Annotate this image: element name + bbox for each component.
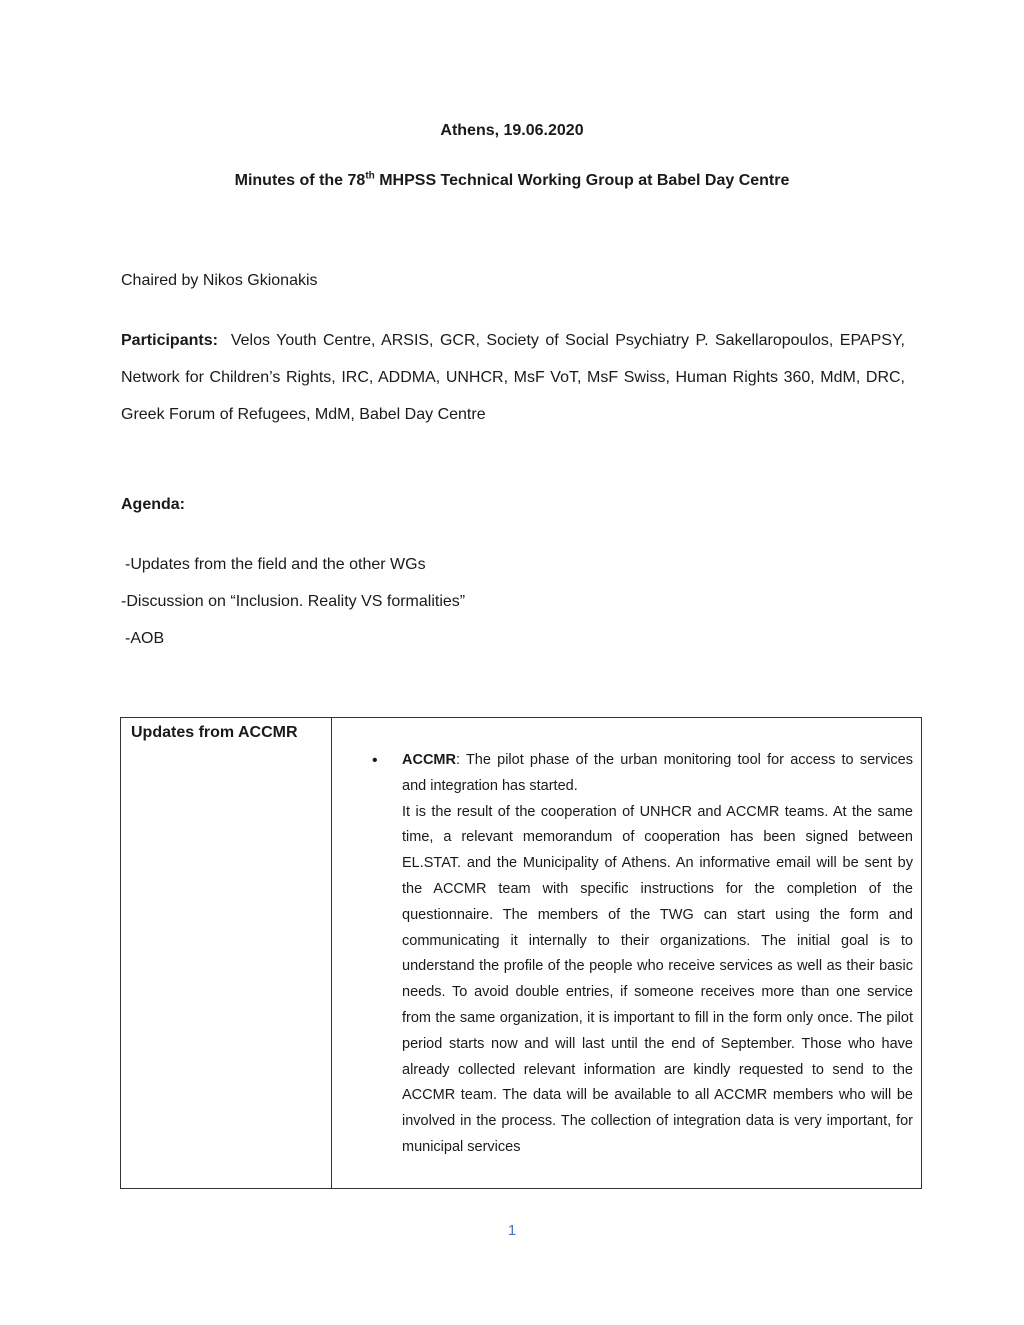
bullet-first-line	[402, 748, 913, 800]
page-number: 1	[507, 1222, 517, 1239]
table-left-cell	[121, 718, 332, 1189]
document-title	[0, 172, 1024, 190]
participants-paragraph	[121, 322, 905, 433]
title-prefix: Minutes of the 78	[234, 172, 366, 189]
participants-label: Participants:	[121, 332, 218, 349]
bullet-body-text: It is the result of the cooperation of UNHCR and ACCMR teams. At the same time, a relevant memorandum of cooperation has been signed between EL.STAT. and the Municipality of Athens. An informative email will be sent by the ACCMR team with specific instructions for the completion of the questionnaire. The members of the TWG can start using the form and communicating it internally to their organizations. The initial goal is to understand the profile of the people who receive services as well as their basic needs. To avoid double entries, if someone receives more than one service from the same organization, it is important to fill in the form only once. The pilot period starts now and will last until the end of September. Those who have already collected relevant information are kindly requested to send to the ACCMR team. The data will be available to all ACCMR members who will be involved in the process. The collection of integration data is very important, for municipal services	[402, 803, 913, 1155]
table-right-cell	[332, 718, 922, 1189]
title-superscript: th	[365, 170, 375, 182]
updates-table	[120, 717, 922, 1189]
agenda-item: -AOB	[125, 630, 165, 647]
accmr-bullet-item	[332, 718, 921, 1161]
agenda-item: -Discussion on “Inclusion. Reality VS formalities”	[121, 593, 466, 610]
agenda-list	[121, 546, 905, 657]
table-row	[121, 718, 922, 1189]
updates-section-label: Updates from ACCMR	[131, 724, 298, 741]
agenda-item: -Updates from the field and the other WGs	[125, 556, 426, 573]
bullet-dot-icon: •	[372, 752, 378, 769]
participants-list: Velos Youth Centre, ARSIS, GCR, Society of Social Psychiatry P. Sakellaropoulos, EPAPSY, Network for Children’s Rights, IRC, ADDMA, UNHCR, MsF VoT, MsF Swiss, Human Rights 360, MdM, DRC, Greek Forum of Refugees, MdM, Babel Day Centre	[121, 332, 906, 423]
agenda-heading: Agenda:	[121, 496, 185, 513]
bullet-first-text: : The pilot phase of the urban monitoring tool for access to services and integration has started.	[402, 752, 913, 794]
bullet-title: ACCMR	[402, 752, 456, 768]
chaired-by: Chaired by Nikos Gkionakis	[121, 272, 318, 289]
title-suffix: MHPSS Technical Working Group at Babel Day Centre	[374, 172, 790, 189]
document-date: Athens, 19.06.2020	[440, 122, 584, 139]
